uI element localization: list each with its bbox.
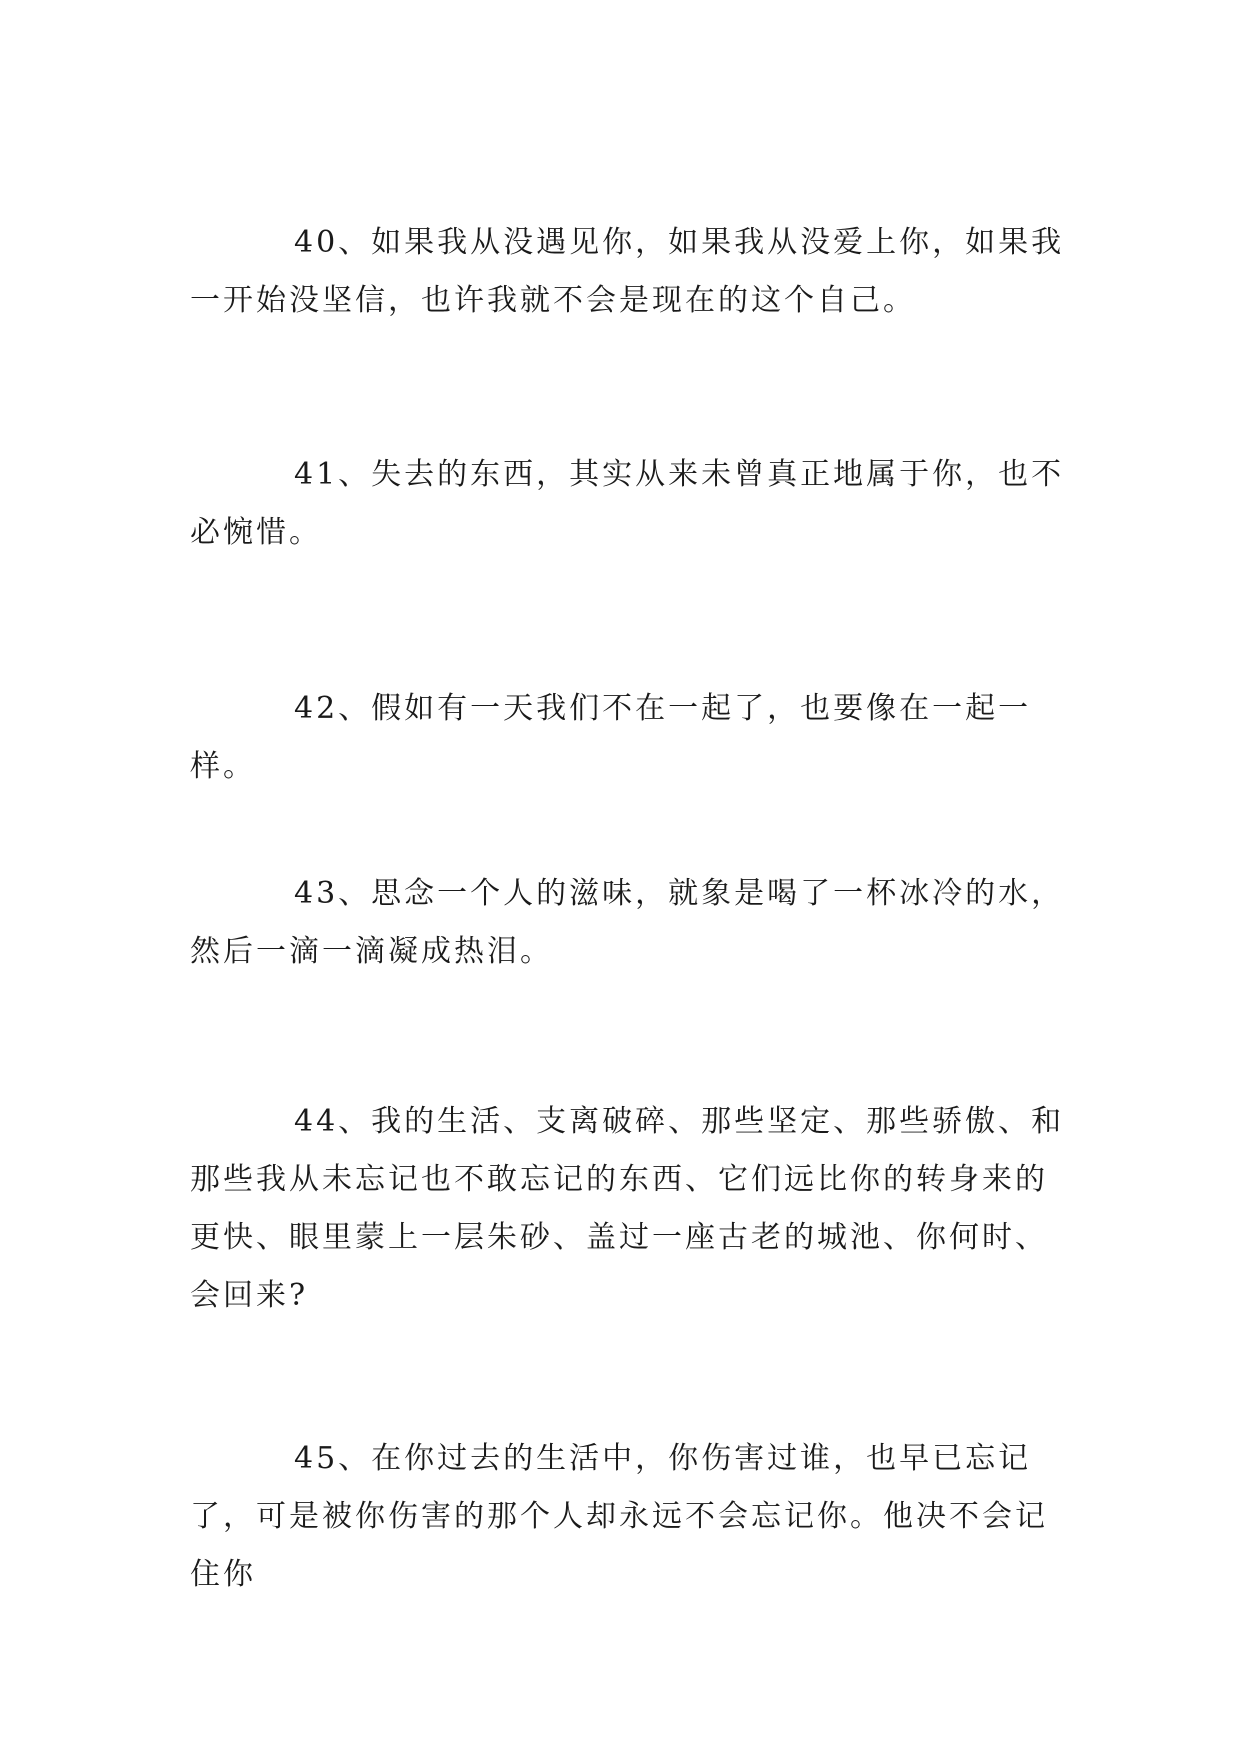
paragraph-40: 40、如果我从没遇见你，如果我从没爱上你，如果我一开始没坚信，也许我就不会是现在的这个自己。	[190, 225, 1065, 318]
paragraph-44: 44、我的生活、支离破碎、那些坚定、那些骄傲、和那些我从未忘记也不敢忘记的东西、它们远比你的转身来的更快、眼里蒙上一层朱砂、盖过一座古老的城池、你何时、会回来?	[190, 1104, 1065, 1313]
paragraph-41: 41、失去的东西，其实从来未曾真正地属于你，也不必惋惜。	[190, 457, 1065, 550]
paragraph-45: 45、在你过去的生活中，你伤害过谁，也早已忘记了，可是被你伤害的那个人却永远不会忘记你。他决不会记住你	[190, 1441, 1048, 1592]
paragraph-43: 43、思念一个人的滋味，就象是喝了一杯冰冷的水，然后一滴一滴凝成热泪。	[190, 876, 1065, 969]
paragraph-42: 42、假如有一天我们不在一起了，也要像在一起一样。	[190, 691, 1032, 784]
